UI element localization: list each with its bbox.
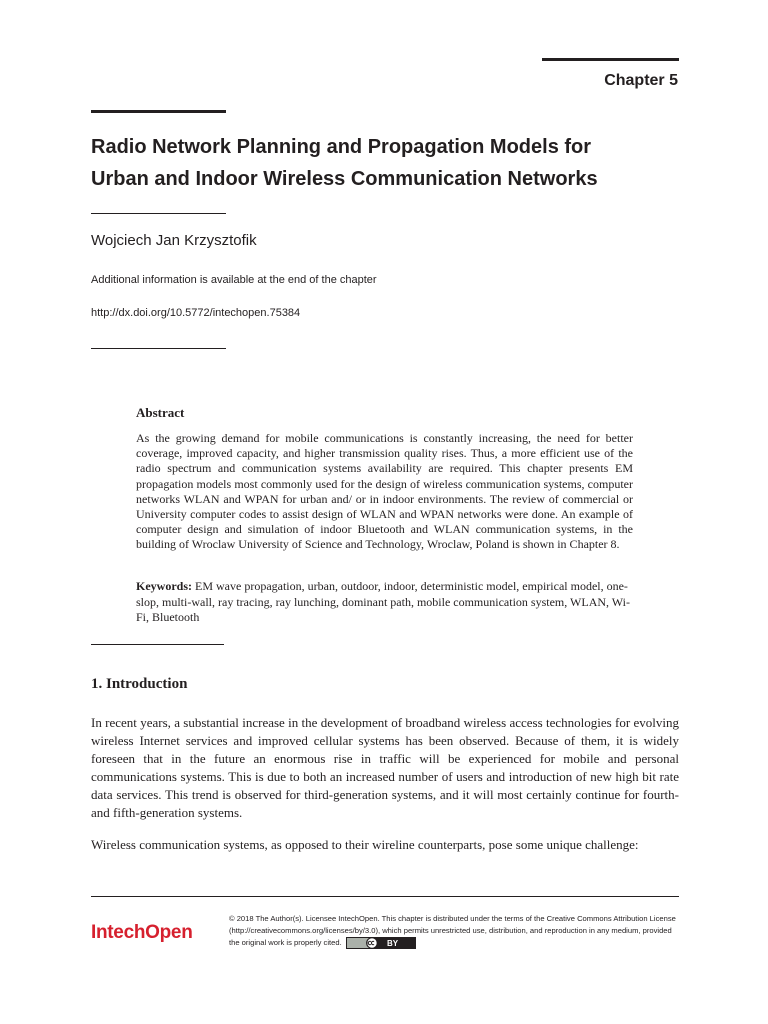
chapter-rule (542, 58, 679, 61)
chapter-title-line-1: Radio Network Planning and Propagation Models for (91, 136, 592, 158)
title-rule (91, 110, 226, 113)
cc-by-badge-icon[interactable] (346, 937, 416, 949)
cc-badge-label: BY (386, 939, 398, 949)
keywords-label: Keywords: (136, 579, 192, 593)
author-name: Wojciech Jan Krzysztofik (91, 232, 257, 249)
doi-link[interactable]: http://dx.doi.org/10.5772/intechopen.75384 (91, 307, 301, 319)
additional-info: Additional information is available at the end of the chapter (91, 274, 377, 286)
abstract-divider (91, 644, 224, 645)
keywords (136, 579, 633, 626)
chapter-title-line-2: Urban and Indoor Wireless Communication Networks (91, 168, 598, 190)
title-divider (91, 213, 226, 214)
intro-paragraph-1: In recent years, a substantial increase in the development of broadband wireless access technologies for evolving wireless Internet services and improved cellular systems has been observed. Because of them, it is widely foreseen that in the future an enormous rise in traffic will be experienced for mobile and personal communications systems. This is due to both an increased number of users and introduction of new high bit rate data services. This trend is observed for third-generation systems, and it will most certainly continue for fourth- and fifth-generation systems. (91, 715, 679, 821)
intechopen-logo: IntechOpen (91, 922, 193, 943)
footer-rule (91, 896, 679, 897)
abstract-heading: Abstract (136, 405, 185, 420)
meta-divider (91, 348, 226, 349)
keywords-list: EM wave propagation, urban, outdoor, indoor, deterministic model, empirical model, one-slop, multi-wall, ray tracing, ray lunching, dominant path, mobile communication system, WLAN, Wi-Fi, Bluetooth (136, 579, 630, 625)
chapter-title (91, 131, 691, 195)
license-text (229, 913, 684, 949)
abstract-body: As the growing demand for mobile communications is constantly increasing, the need for better coverage, improved capacity, and higher transmission quality rises. Thus, a more efficient use of the radio spectrum and communication systems availability are required. This chapter presents EM propagation models most commonly used for the design of wireless communication systems, computer networks WLAN and WPAN for urban and/ or in indoor environments. The review of commercial or University computer codes to assist design of WLAN and WPAN networks were done. An example of computer design and simulation of indoor Bluetooth and WLAN communication systems, in the building of Wroclaw University of Science and Technology, Wroclaw, Poland is shown in Chapter 8. (136, 431, 633, 552)
chapter-label: Chapter 5 (604, 72, 678, 89)
license-statement: © 2018 The Author(s). Licensee IntechOpen. This chapter is distributed under the terms of the Creative Commons Attribution License (http://creativecommons.org/licenses/by/3.0), which permits unrestricted use, distribution, and reproduction in any medium, provided the original work is properly cited. (229, 914, 676, 947)
intro-paragraph-2: Wireless communication systems, as opposed to their wireline counterparts, pose some unique challenge: (91, 837, 639, 852)
section-heading-introduction: 1. Introduction (91, 676, 188, 692)
